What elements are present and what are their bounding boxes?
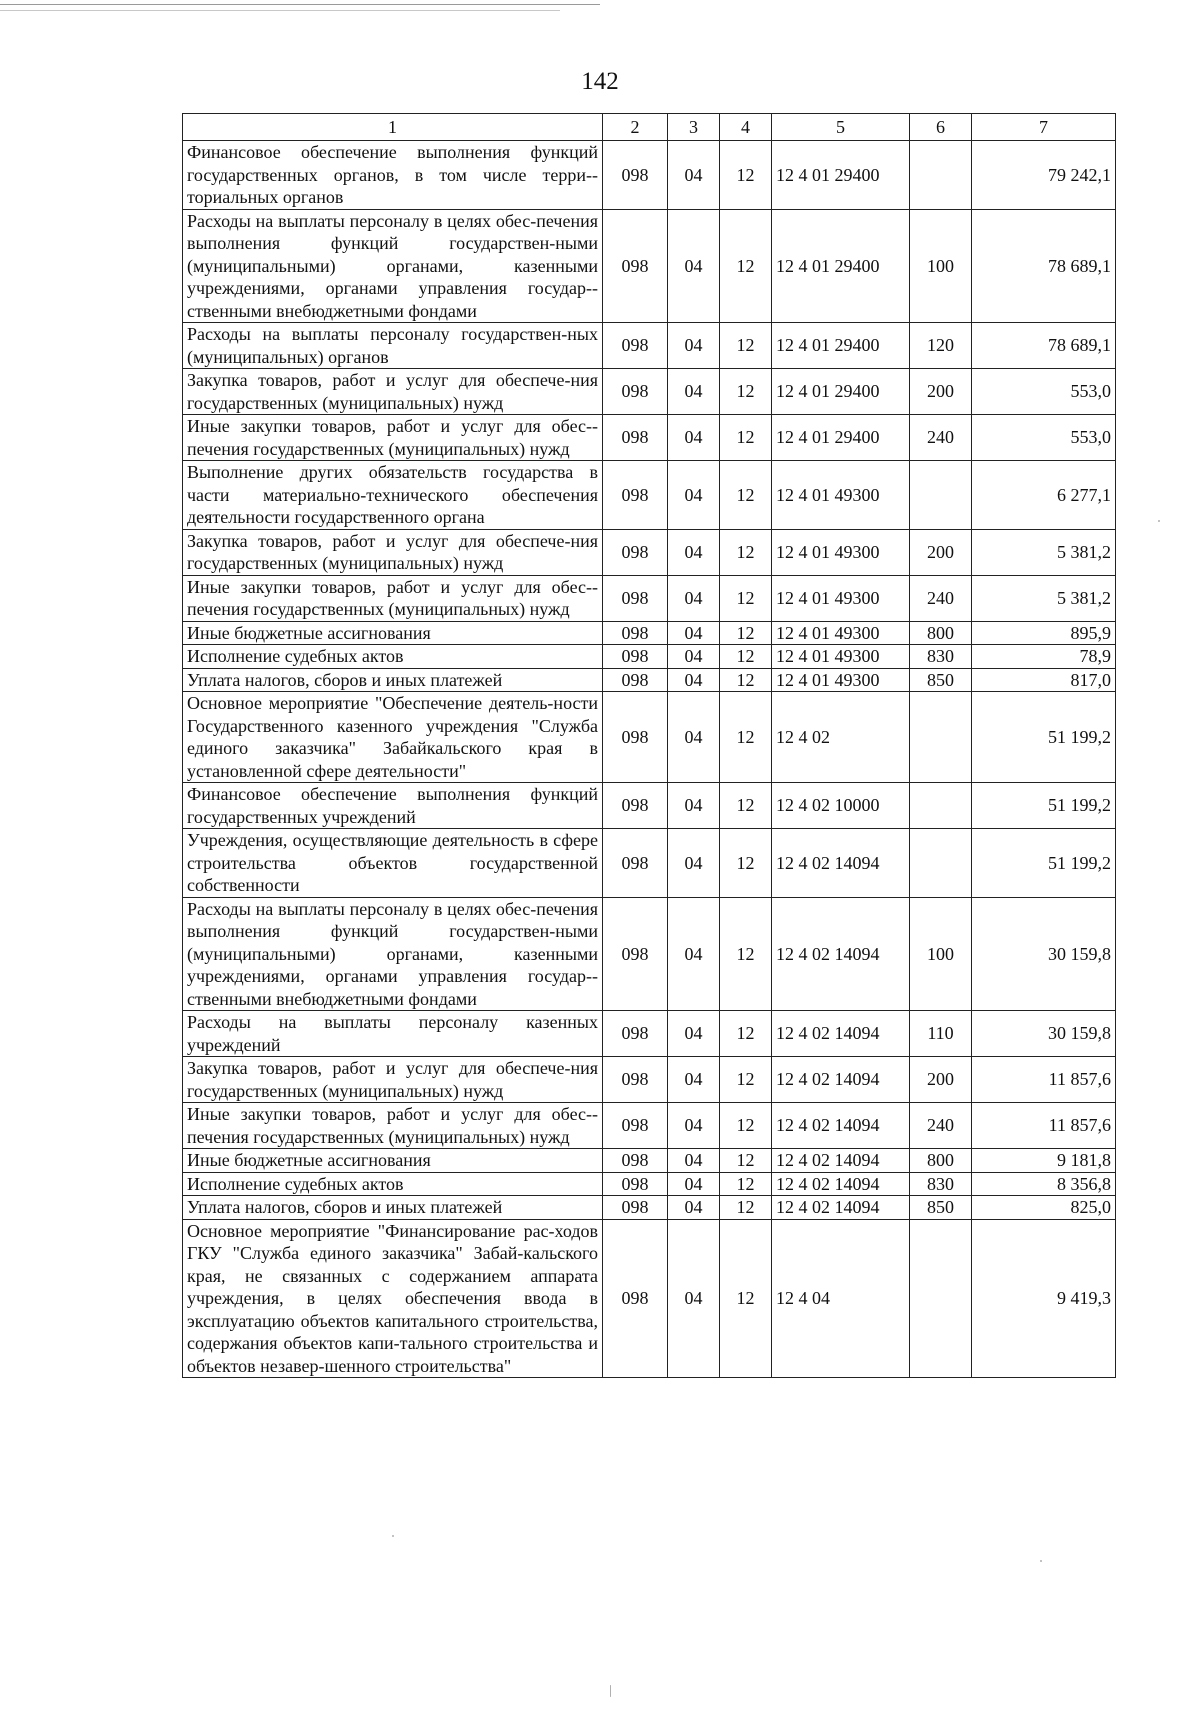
cell-ved-code: 098 (603, 1196, 668, 1220)
cell-name: Иные бюджетные ассигнования (183, 621, 603, 645)
cell-name: Расходы на выплаты персоналу государствен-ных (муниципальных) органов (183, 323, 603, 369)
cell-section: 04 (668, 415, 720, 461)
table-row (183, 1103, 1116, 1149)
cell-amount: 553,0 (972, 415, 1116, 461)
cell-section: 04 (668, 692, 720, 783)
cell-amount: 51 199,2 (972, 692, 1116, 783)
cell-section: 04 (668, 645, 720, 669)
cell-name: Уплата налогов, сборов и иных платежей (183, 1196, 603, 1220)
cell-expense-type: 800 (910, 621, 972, 645)
cell-subsection: 12 (720, 1011, 772, 1057)
cell-subsection: 12 (720, 323, 772, 369)
cell-section: 04 (668, 1149, 720, 1173)
cell-ved-code: 098 (603, 783, 668, 829)
cell-target-article: 12 4 01 29400 (772, 209, 910, 323)
cell-subsection: 12 (720, 1149, 772, 1173)
cell-target-article: 12 4 01 49300 (772, 529, 910, 575)
cell-subsection: 12 (720, 415, 772, 461)
cell-ved-code: 098 (603, 415, 668, 461)
cell-name: Закупка товаров, работ и услуг для обеспече-ния государственных (муниципальных) нужд (183, 1057, 603, 1103)
column-header: 6 (910, 114, 972, 141)
table-row (183, 783, 1116, 829)
table-row (183, 415, 1116, 461)
table-row (183, 461, 1116, 530)
cell-amount: 553,0 (972, 369, 1116, 415)
cell-subsection: 12 (720, 668, 772, 692)
cell-expense-type: 850 (910, 1196, 972, 1220)
column-header: 4 (720, 114, 772, 141)
cell-name: Закупка товаров, работ и услуг для обеспече-ния государственных (муниципальных) нужд (183, 529, 603, 575)
cell-subsection: 12 (720, 1219, 772, 1378)
column-header: 2 (603, 114, 668, 141)
table-body (183, 141, 1116, 1378)
cell-target-article: 12 4 01 29400 (772, 323, 910, 369)
table-row (183, 1172, 1116, 1196)
cell-section: 04 (668, 1103, 720, 1149)
table-row (183, 529, 1116, 575)
cell-section: 04 (668, 1057, 720, 1103)
cell-target-article: 12 4 02 10000 (772, 783, 910, 829)
cell-expense-type: 240 (910, 575, 972, 621)
cell-section: 04 (668, 668, 720, 692)
cell-name: Финансовое обеспечение выполнения функций государственных органов, в том числе терри-ториальных органов (183, 141, 603, 210)
table-row (183, 668, 1116, 692)
cell-name: Иные закупки товаров, работ и услуг для обес-печения государственных (муниципальных) нужд (183, 415, 603, 461)
cell-expense-type: 850 (910, 668, 972, 692)
table-row (183, 1219, 1116, 1378)
cell-amount: 9 419,3 (972, 1219, 1116, 1378)
cell-ved-code: 098 (603, 897, 668, 1011)
cell-ved-code: 098 (603, 1172, 668, 1196)
cell-ved-code: 098 (603, 1103, 668, 1149)
cell-subsection: 12 (720, 1103, 772, 1149)
cell-target-article: 12 4 02 14094 (772, 829, 910, 898)
cell-target-article: 12 4 02 14094 (772, 1196, 910, 1220)
cell-target-article: 12 4 02 14094 (772, 1172, 910, 1196)
cell-name: Учреждения, осуществляющие деятельность в сфере строительства объектов государственной собственности (183, 829, 603, 898)
cell-subsection: 12 (720, 1172, 772, 1196)
cell-name: Основное мероприятие "Финансирование рас-ходов ГКУ "Служба единого заказчика" Забай-кальского края, не связанных с содержанием аппарата учреждения, в целях обеспечения ввода в эксплуатацию объектов капитального строительства, содержания объектов капи-тального строительства и объектов незавер-шенного строительства" (183, 1219, 603, 1378)
cell-amount: 51 199,2 (972, 783, 1116, 829)
cell-expense-type: 200 (910, 369, 972, 415)
cell-subsection: 12 (720, 575, 772, 621)
cell-ved-code: 098 (603, 323, 668, 369)
cell-target-article: 12 4 02 14094 (772, 897, 910, 1011)
cell-name: Выполнение других обязательств государства в части материально-технического обеспечения деятельности государственного органа (183, 461, 603, 530)
cell-name: Исполнение судебных актов (183, 1172, 603, 1196)
cell-expense-type: 110 (910, 1011, 972, 1057)
cell-subsection: 12 (720, 369, 772, 415)
column-header: 5 (772, 114, 910, 141)
cell-ved-code: 098 (603, 1011, 668, 1057)
cell-target-article: 12 4 01 29400 (772, 141, 910, 210)
cell-target-article: 12 4 04 (772, 1219, 910, 1378)
cell-name: Уплата налогов, сборов и иных платежей (183, 668, 603, 692)
cell-ved-code: 098 (603, 1057, 668, 1103)
cell-expense-type (910, 829, 972, 898)
scan-edge-line (0, 10, 560, 11)
cell-amount: 11 857,6 (972, 1103, 1116, 1149)
table-row (183, 141, 1116, 210)
cell-name: Расходы на выплаты персоналу казенных учреждений (183, 1011, 603, 1057)
cell-name: Финансовое обеспечение выполнения функций государственных учреждений (183, 783, 603, 829)
cell-ved-code: 098 (603, 369, 668, 415)
table-row (183, 323, 1116, 369)
cell-subsection: 12 (720, 461, 772, 530)
cell-target-article: 12 4 01 49300 (772, 575, 910, 621)
cell-expense-type: 800 (910, 1149, 972, 1173)
cell-expense-type: 100 (910, 209, 972, 323)
cell-ved-code: 098 (603, 668, 668, 692)
table-row (183, 369, 1116, 415)
cell-section: 04 (668, 575, 720, 621)
cell-subsection: 12 (720, 529, 772, 575)
cell-amount: 817,0 (972, 668, 1116, 692)
cell-amount: 30 159,8 (972, 897, 1116, 1011)
table-row (183, 1196, 1116, 1220)
table-row (183, 1011, 1116, 1057)
scan-speck (1158, 520, 1160, 522)
cell-expense-type: 240 (910, 415, 972, 461)
cell-section: 04 (668, 897, 720, 1011)
cell-ved-code: 098 (603, 621, 668, 645)
cell-name: Иные закупки товаров, работ и услуг для обес-печения государственных (муниципальных) нужд (183, 1103, 603, 1149)
cell-ved-code: 098 (603, 529, 668, 575)
table-row (183, 575, 1116, 621)
scan-speck (610, 1685, 611, 1697)
cell-expense-type: 100 (910, 897, 972, 1011)
cell-name: Расходы на выплаты персоналу в целях обес-печения выполнения функций государствен-ными (муниципальными) органами, казенными учреждениями, органами управления государ-ственными внебюджетными фондами (183, 209, 603, 323)
table-row (183, 1057, 1116, 1103)
cell-subsection: 12 (720, 692, 772, 783)
cell-section: 04 (668, 529, 720, 575)
cell-section: 04 (668, 323, 720, 369)
cell-subsection: 12 (720, 1196, 772, 1220)
cell-section: 04 (668, 141, 720, 210)
cell-expense-type: 200 (910, 1057, 972, 1103)
cell-amount: 78 689,1 (972, 209, 1116, 323)
cell-section: 04 (668, 621, 720, 645)
cell-target-article: 12 4 01 29400 (772, 415, 910, 461)
scan-speck (1040, 1560, 1042, 1562)
cell-expense-type (910, 783, 972, 829)
cell-name: Исполнение судебных актов (183, 645, 603, 669)
cell-section: 04 (668, 783, 720, 829)
cell-subsection: 12 (720, 141, 772, 210)
cell-name: Иные бюджетные ассигнования (183, 1149, 603, 1173)
scan-speck (392, 1535, 394, 1537)
cell-expense-type (910, 141, 972, 210)
cell-ved-code: 098 (603, 829, 668, 898)
cell-amount: 8 356,8 (972, 1172, 1116, 1196)
table-row (183, 209, 1116, 323)
cell-subsection: 12 (720, 829, 772, 898)
cell-target-article: 12 4 01 29400 (772, 369, 910, 415)
cell-ved-code: 098 (603, 209, 668, 323)
cell-subsection: 12 (720, 209, 772, 323)
column-header: 7 (972, 114, 1116, 141)
cell-section: 04 (668, 1011, 720, 1057)
cell-name: Основное мероприятие "Обеспечение деятель-ности Государственного казенного учреждения "Служба единого заказчика" Забайкальского края в установленной сфере деятельности" (183, 692, 603, 783)
cell-target-article: 12 4 02 (772, 692, 910, 783)
cell-amount: 5 381,2 (972, 575, 1116, 621)
cell-amount: 6 277,1 (972, 461, 1116, 530)
cell-target-article: 12 4 01 49300 (772, 668, 910, 692)
cell-target-article: 12 4 02 14094 (772, 1103, 910, 1149)
cell-target-article: 12 4 02 14094 (772, 1057, 910, 1103)
cell-expense-type: 200 (910, 529, 972, 575)
cell-target-article: 12 4 02 14094 (772, 1011, 910, 1057)
cell-subsection: 12 (720, 621, 772, 645)
cell-amount: 78,9 (972, 645, 1116, 669)
table-row (183, 621, 1116, 645)
page-number: 142 (581, 68, 619, 95)
cell-expense-type: 830 (910, 645, 972, 669)
cell-amount: 825,0 (972, 1196, 1116, 1220)
cell-ved-code: 098 (603, 1149, 668, 1173)
table-row (183, 692, 1116, 783)
cell-expense-type (910, 692, 972, 783)
cell-target-article: 12 4 02 14094 (772, 1149, 910, 1173)
cell-ved-code: 098 (603, 1219, 668, 1378)
cell-expense-type: 240 (910, 1103, 972, 1149)
cell-name: Расходы на выплаты персоналу в целях обес-печения выполнения функций государствен-ными (муниципальными) органами, казенными учреждениями, органами управления государ-ственными внебюджетными фондами (183, 897, 603, 1011)
cell-amount: 5 381,2 (972, 529, 1116, 575)
cell-section: 04 (668, 369, 720, 415)
cell-section: 04 (668, 1219, 720, 1378)
table-row (183, 645, 1116, 669)
cell-subsection: 12 (720, 1057, 772, 1103)
cell-ved-code: 098 (603, 141, 668, 210)
cell-target-article: 12 4 01 49300 (772, 621, 910, 645)
column-header: 3 (668, 114, 720, 141)
cell-amount: 78 689,1 (972, 323, 1116, 369)
cell-expense-type (910, 1219, 972, 1378)
cell-target-article: 12 4 01 49300 (772, 461, 910, 530)
cell-section: 04 (668, 1196, 720, 1220)
cell-amount: 11 857,6 (972, 1057, 1116, 1103)
cell-section: 04 (668, 1172, 720, 1196)
cell-ved-code: 098 (603, 645, 668, 669)
cell-ved-code: 098 (603, 575, 668, 621)
cell-section: 04 (668, 209, 720, 323)
column-header: 1 (183, 114, 603, 141)
cell-expense-type (910, 461, 972, 530)
cell-expense-type: 830 (910, 1172, 972, 1196)
table-header-row (183, 114, 1116, 141)
table-row (183, 829, 1116, 898)
table-row (183, 1149, 1116, 1173)
cell-target-article: 12 4 01 49300 (772, 645, 910, 669)
cell-subsection: 12 (720, 783, 772, 829)
cell-amount: 79 242,1 (972, 141, 1116, 210)
cell-section: 04 (668, 461, 720, 530)
scan-edge-line (0, 4, 600, 5)
cell-subsection: 12 (720, 645, 772, 669)
cell-amount: 51 199,2 (972, 829, 1116, 898)
cell-subsection: 12 (720, 897, 772, 1011)
cell-name: Иные закупки товаров, работ и услуг для обес-печения государственных (муниципальных) нужд (183, 575, 603, 621)
cell-expense-type: 120 (910, 323, 972, 369)
cell-amount: 30 159,8 (972, 1011, 1116, 1057)
cell-section: 04 (668, 829, 720, 898)
cell-amount: 9 181,8 (972, 1149, 1116, 1173)
cell-name: Закупка товаров, работ и услуг для обеспече-ния государственных (муниципальных) нужд (183, 369, 603, 415)
cell-ved-code: 098 (603, 461, 668, 530)
cell-ved-code: 098 (603, 692, 668, 783)
cell-amount: 895,9 (972, 621, 1116, 645)
table-row (183, 897, 1116, 1011)
budget-table (182, 113, 1116, 1378)
